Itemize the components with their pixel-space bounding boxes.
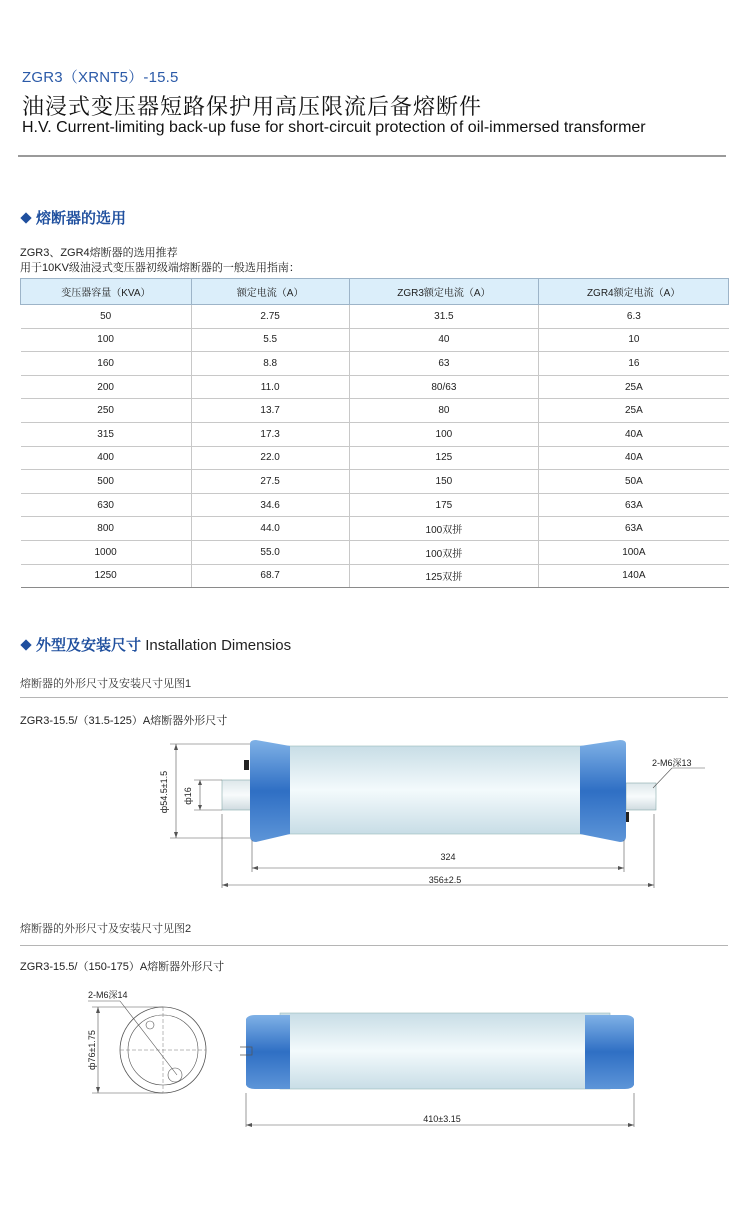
- table-cell: 500: [21, 470, 192, 494]
- model-number: ZGR3（XRNT5）-15.5: [22, 69, 179, 86]
- col-header-zgr4-current: ZGR4额定电流（A）: [539, 279, 729, 305]
- col-header-zgr3-current: ZGR3额定电流（A）: [349, 279, 539, 305]
- table-cell: 31.5: [349, 305, 539, 329]
- table-cell: 100: [349, 422, 539, 446]
- table-cell: 40A: [539, 446, 729, 470]
- table-cell: 100双拼: [349, 540, 539, 564]
- table-row: [21, 305, 729, 329]
- fuse-drawing-1: [140, 730, 730, 900]
- table-cell: 17.3: [191, 422, 349, 446]
- table-cell: 150: [349, 470, 539, 494]
- table-cell: 25A: [539, 399, 729, 423]
- table-cell: 27.5: [191, 470, 349, 494]
- page-subtitle: H.V. Current-limiting back-up fuse for short-circuit protection of oil-immersed transformer: [22, 119, 646, 136]
- table-row: [21, 328, 729, 352]
- table-cell: 80/63: [349, 375, 539, 399]
- table-cell: 125双拼: [349, 564, 539, 588]
- table-cell: 40A: [539, 422, 729, 446]
- table-cell: 40: [349, 328, 539, 352]
- table-cell: 125: [349, 446, 539, 470]
- table-row: [21, 564, 729, 588]
- selection-intro-2: 用于10KV级油浸式变压器初级端熔断器的一般选用指南：: [20, 262, 300, 274]
- table-cell: 10: [539, 328, 729, 352]
- table-cell: 315: [21, 422, 192, 446]
- fig1-label: ZGR3-15.5/（31.5-125）A熔断器外形尺寸: [20, 715, 228, 727]
- table-cell: 68.7: [191, 564, 349, 588]
- table-cell: 100双拼: [349, 517, 539, 541]
- section-installation: [20, 634, 291, 655]
- table-cell: 400: [21, 446, 192, 470]
- table-row: [21, 422, 729, 446]
- diamond-bullet-icon: [20, 212, 31, 223]
- fig1-divider: [20, 697, 728, 698]
- section-selection: [20, 207, 126, 228]
- table-cell: 2.75: [191, 305, 349, 329]
- table-cell: 25A: [539, 375, 729, 399]
- table-row: [21, 470, 729, 494]
- header-divider: [18, 155, 726, 157]
- thread-callout-label: 2-M6深14: [88, 990, 128, 1000]
- table-cell: 13.7: [191, 399, 349, 423]
- fig2-label: ZGR3-15.5/（150-175）A熔断器外形尺寸: [20, 961, 225, 973]
- table-cell: 16: [539, 352, 729, 376]
- table-cell: 22.0: [191, 446, 349, 470]
- thread-callout-label: 2-M6深13: [652, 758, 692, 768]
- table-cell: 160: [21, 352, 192, 376]
- table-cell: 140A: [539, 564, 729, 588]
- table-cell: 175: [349, 493, 539, 517]
- table-row: [21, 399, 729, 423]
- table-cell: 800: [21, 517, 192, 541]
- col-header-capacity: 变压器容量（KVA）: [21, 279, 192, 305]
- table-cell: 55.0: [191, 540, 349, 564]
- table-cell: 44.0: [191, 517, 349, 541]
- table-row: [21, 540, 729, 564]
- diamond-bullet-icon: [20, 639, 31, 650]
- table-cell: 630: [21, 493, 192, 517]
- fuse-drawing-2: [80, 985, 650, 1135]
- section-installation-title: 外型及安装尺寸: [36, 637, 142, 654]
- table-row: [21, 352, 729, 376]
- table-cell: 63A: [539, 517, 729, 541]
- table-cell: 1000: [21, 540, 192, 564]
- table-cell: 80: [349, 399, 539, 423]
- dim-terminal-label: ф16: [183, 787, 193, 805]
- table-row: [21, 446, 729, 470]
- table-cell: 200: [21, 375, 192, 399]
- table-cell: 100A: [539, 540, 729, 564]
- col-header-rated-current: 额定电流（A）: [191, 279, 349, 305]
- dim-body-length-label: 324: [440, 852, 456, 862]
- table-cell: 250: [21, 399, 192, 423]
- table-row: [21, 493, 729, 517]
- table-cell: 100: [21, 328, 192, 352]
- table-cell: 50A: [539, 470, 729, 494]
- fig2-caption: 熔断器的外形尺寸及安装尺寸见图2: [20, 923, 192, 935]
- dim-diameter-label: ф76±1.75: [87, 1030, 97, 1070]
- table-cell: 50: [21, 305, 192, 329]
- selection-table: [20, 278, 729, 588]
- dim-total-length-label: 356±2.5: [428, 875, 462, 885]
- table-row: [21, 375, 729, 399]
- table-cell: 11.0: [191, 375, 349, 399]
- table-cell: 6.3: [539, 305, 729, 329]
- section-installation-title-en: Installation Dimensios: [145, 637, 292, 654]
- table-cell: 1250: [21, 564, 192, 588]
- table-cell: 34.6: [191, 493, 349, 517]
- fig1-caption: 熔断器的外形尺寸及安装尺寸见图1: [20, 678, 192, 690]
- fig2-divider: [20, 945, 728, 946]
- table-cell: 5.5: [191, 328, 349, 352]
- page-title: 油浸式变压器短路保护用高压限流后备熔断件: [22, 94, 483, 119]
- table-cell: 63: [349, 352, 539, 376]
- table-body: [21, 305, 729, 588]
- section-selection-title: 熔断器的选用: [36, 210, 127, 227]
- selection-intro-1: ZGR3、ZGR4熔断器的选用推荐: [20, 247, 178, 259]
- table-cell: 63A: [539, 493, 729, 517]
- dim-total-length-label: 410±3.15: [423, 1114, 461, 1124]
- table-row: [21, 517, 729, 541]
- table-header-row: [21, 279, 729, 305]
- dim-diameter-label: ф54.5±1.5: [159, 770, 169, 814]
- table-cell: 8.8: [191, 352, 349, 376]
